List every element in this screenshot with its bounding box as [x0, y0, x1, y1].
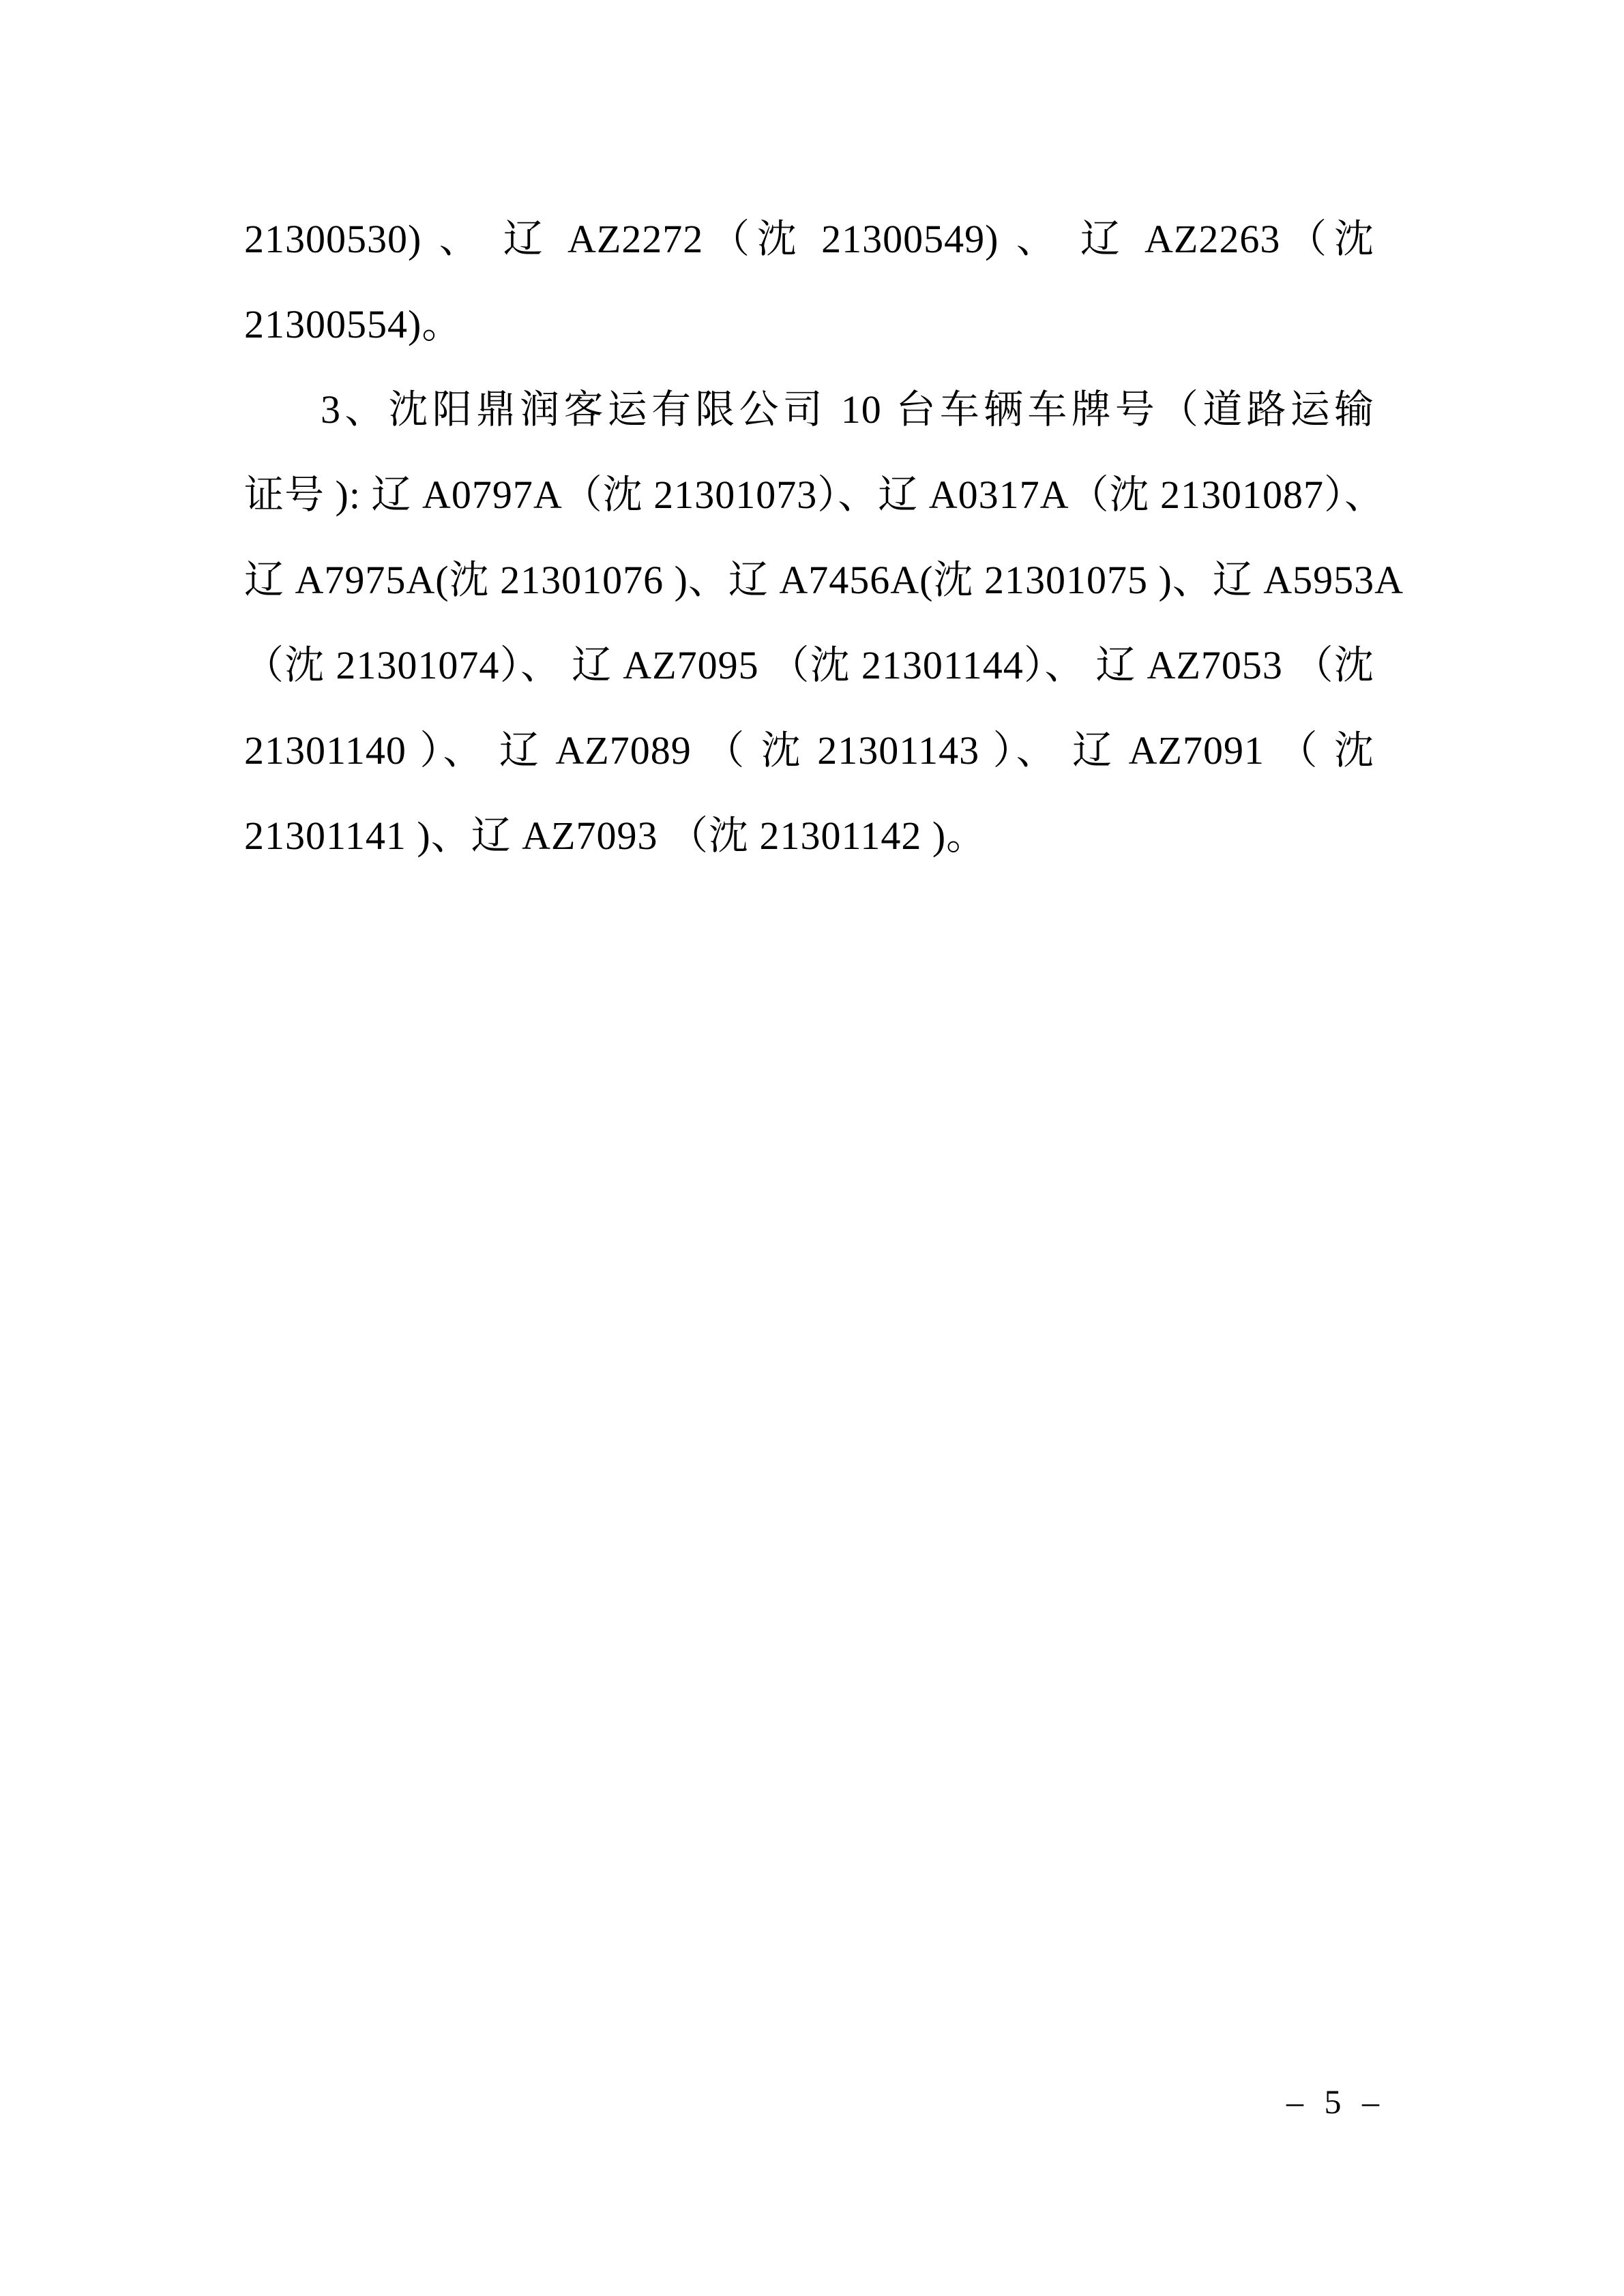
body-line-8: 21301141 )、辽 AZ7093 （沈 21301142 )。 — [244, 814, 987, 858]
page-number: – 5 – — [1286, 2083, 1379, 2121]
page-footer — [1286, 2081, 1379, 2122]
body-line-2: 21300554)。 — [244, 302, 462, 346]
body-line-1: 21300530) 、 辽 AZ2272（沈 21300549) 、 辽 AZ2263（沈 — [244, 217, 1374, 261]
body-line-6: （沈 21301074）、 辽 AZ7095 （沈 21301144）、 辽 AZ7053 （沈 — [244, 643, 1374, 687]
body-line-5: 辽 A7975A(沈 21301076 )、辽 A7456A(沈 21301075 )、辽 A5953A — [244, 558, 1404, 602]
body-line-7: 21301140 ）、 辽 AZ7089 （ 沈 21301143 ）、 辽 AZ7091 （ 沈 — [244, 728, 1374, 773]
document-body — [244, 196, 1404, 878]
body-line-4: 证号 ): 辽 A0797A（沈 21301073）、辽 A0317A（沈 21301087）、 — [244, 473, 1385, 517]
body-line-3: 3、沈阳鼎润客运有限公司 10 台车辆车牌号（道路运输 — [321, 387, 1374, 432]
